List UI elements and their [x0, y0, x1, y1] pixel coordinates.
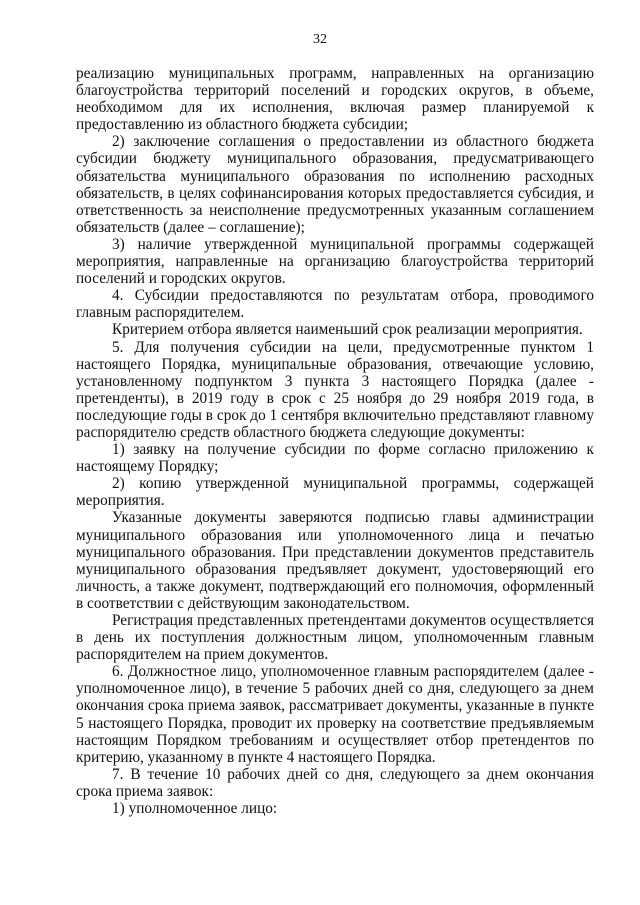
paragraph-intro-continuation: реализацию муниципальных программ, направленных на организацию благоустройства территорий поселений и городских округов, в объеме, необходимом для их исполнения, включая размер планируемой к предоставлению из областного бюджета субсидии;	[76, 65, 594, 134]
paragraph-item-1-application: 1) заявку на получение субсидии по форме согласно приложению к настоящему Порядку;	[76, 441, 594, 476]
paragraph-documents-registration: Регистрация представленных претендентами документов осуществляется в день их поступления должностным лицом, уполномоченным главным распорядителем на прием документов.	[76, 612, 594, 664]
paragraph-section-4: 4. Субсидии предоставляются по результатам отбора, проводимого главным распорядителем.	[76, 287, 594, 322]
paragraph-item-2-program-copy: 2) копию утвержденной муниципальной программы, содержащей мероприятия.	[76, 475, 594, 510]
paragraph-selection-criterion: Критерием отбора является наименьший срок реализации мероприятия.	[112, 321, 583, 339]
paragraph-item-3-program: 3) наличие утвержденной муниципальной программы содержащей мероприятия, направленные на организацию благоустройства территорий поселений и городских округов.	[76, 235, 594, 288]
paragraph-item-2-agreement: 2) заключение соглашения о предоставлении из областного бюджета субсидии бюджету муниципального образования, предусматривающего обязательства муниципального образования по исполнению расходных обязательств, в целях софинансирования которых предоставляется субсидия, и ответственность за неисполнение предусмотренных указанным соглашением обязательств (далее – соглашение);	[76, 133, 594, 236]
paragraph-section-7: 7. В течение 10 рабочих дней со дня, следующего за днем окончания срока приема заявок:	[76, 765, 594, 800]
paragraph-item-1-authorized-person: 1) уполномоченное лицо:	[112, 800, 278, 818]
document-body	[76, 65, 594, 817]
paragraph-section-6: 6. Должностное лицо, уполномоченное главным распорядителем (далее - уполномоченное лицо), в течение 5 рабочих дней со дня, следующего за днем окончания срока приема заявок, рассматривает документы, указанные в пункте 5 настоящего Порядка, проводит их проверку на соответствие предъявляемым настоящим Порядком требованиям и осуществляет отбор претендентов по критерию, указанному в пункте 4 настоящего Порядка.	[76, 663, 594, 766]
paragraph-section-5: 5. Для получения субсидии на цели, предусмотренные пунктом 1 настоящего Порядка, муниципальные образования, отвечающие условию, установленному подпунктом 3 пункта 3 настоящего Порядка (далее - претенденты), в 2019 году в срок с 25 ноября до 29 ноября 2019 года, в последующие годы в срок до 1 сентября включительно представляют главному распорядителю средств областного бюджета следующие документы:	[76, 338, 594, 441]
paragraph-documents-certification: Указанные документы заверяются подписью главы администрации муниципального образования или уполномоченного лица и печатью муниципального образования. При представлении документов представитель муниципального образования предъявляет документ, удостоверяющий его личность, а также документ, подтверждающий его полномочия, оформленный в соответствии с действующим законодательством.	[76, 509, 594, 612]
page-number: 32	[313, 32, 327, 47]
